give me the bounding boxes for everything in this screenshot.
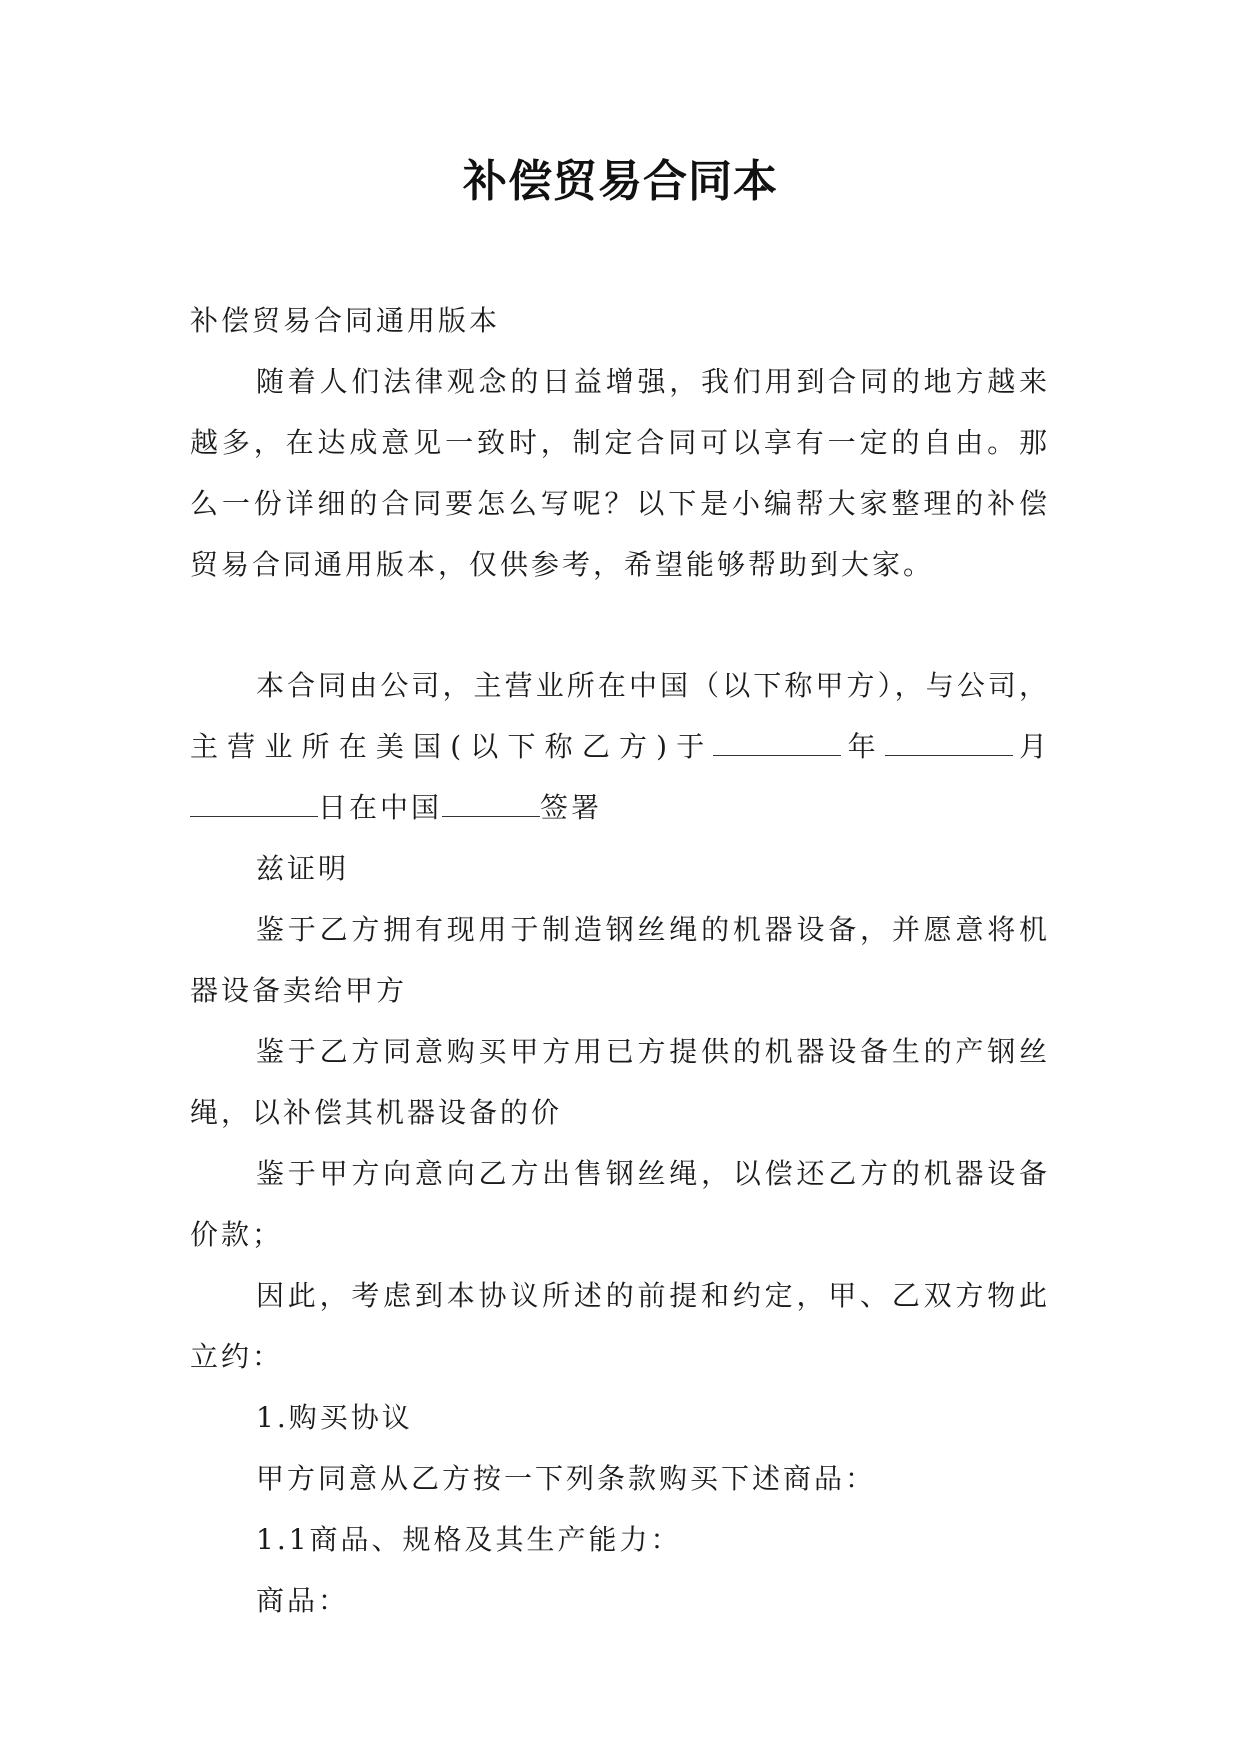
section-heading-1-1: 1.1商品、规格及其生产能力：: [256, 1523, 682, 1556]
witness-paragraph: 兹证明: [256, 852, 350, 885]
whereas-paragraph-3: 鉴于甲方向意向乙方出售钢丝绳，以偿还乙方的机器设备价款；: [190, 1157, 1050, 1251]
month-blank: [885, 729, 1013, 756]
section-heading-1: 1.购买协议: [256, 1401, 413, 1434]
intro-paragraph: 随着人们法律观念的日益增强，我们用到合同的地方越来越多，在达成意见一致时，制定合同可以享有一定的自由。那么一份详细的合同要怎么写呢？以下是小编帮大家整理的补偿贸易合同通用版本，仅供参考，希望能够帮助到大家。: [190, 365, 1050, 581]
day-label: 日在中国: [318, 791, 443, 824]
agreement-paragraph: 甲方同意从乙方按一下列条款购买下述商品：: [256, 1462, 877, 1495]
parties-paragraph: [190, 655, 1050, 838]
signed-label: 签署: [540, 791, 603, 824]
day-blank: [190, 790, 318, 817]
document-title: 补偿贸易合同本: [463, 156, 778, 207]
paragraph-spacer: [190, 595, 1050, 655]
year-label: 年: [841, 730, 885, 763]
place-blank: [442, 790, 540, 817]
subtitle: 补偿贸易合同通用版本: [190, 304, 501, 337]
whereas-paragraph-2: 鉴于乙方同意购买甲方用已方提供的机器设备生的产钢丝绳，以补偿其机器设备的价: [190, 1035, 1050, 1129]
therefore-paragraph: 因此，考虑到本协议所述的前提和约定，甲、乙双方物此立约：: [190, 1279, 1050, 1373]
whereas-paragraph-1: 鉴于乙方拥有现用于制造钢丝绳的机器设备，并愿意将机器设备卖给甲方: [190, 913, 1050, 1007]
parties-text: 本合同由公司，主营业所在中国（以下称甲方），与公司，主营业所在美国(以下称乙方)于: [190, 669, 1050, 763]
goods-label: 商品：: [256, 1584, 350, 1617]
month-label: 月: [1012, 730, 1050, 763]
year-blank: [713, 729, 841, 756]
document-body: [190, 290, 1050, 1631]
